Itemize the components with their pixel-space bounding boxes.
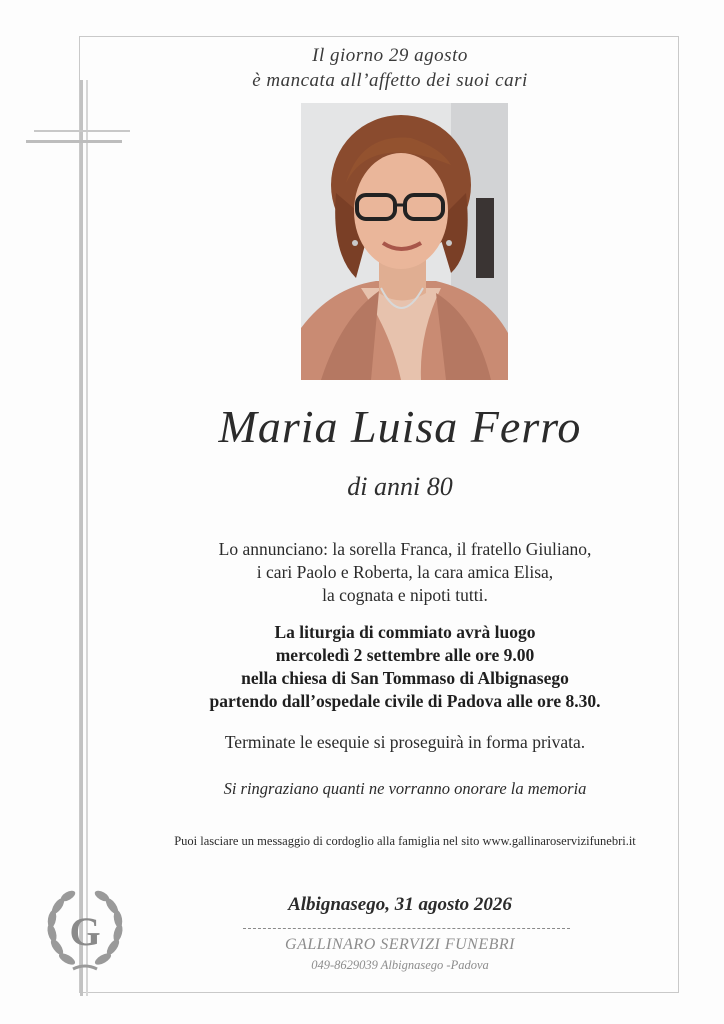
laurel-logo-icon <box>43 887 127 975</box>
deceased-name: Maria Luisa Ferro <box>218 401 582 452</box>
announcement-line: Lo annunciano: la sorella Franca, il fratello Giuliano, <box>218 539 592 559</box>
liturgy-line: La liturgia di commiato avrà luogo <box>274 622 536 642</box>
announcement-block <box>130 538 680 607</box>
liturgy-line: partendo dall’ospedale civile di Padova alle ore 8.30. <box>209 691 601 711</box>
announcement-line: la cognata e nipoti tutti. <box>322 585 488 605</box>
company-contacts: 049-8629039 Albignasego -Padova <box>311 958 489 972</box>
dashed-divider <box>243 928 570 929</box>
logo-letter: G <box>69 909 101 954</box>
announcement-line: i cari Paolo e Roberta, la cara amica Elisa, <box>256 562 554 582</box>
liturgy-block <box>130 621 680 713</box>
header-line-2: è mancata all’affetto dei suoi cari <box>252 70 528 91</box>
thanks-note: Si ringraziano quanti ne vorranno onorare la memoria <box>223 779 587 798</box>
liturgy-line: mercoledì 2 settembre alle ore 9.00 <box>275 645 535 665</box>
private-note: Terminate le esequie si proseguirà in forma privata. <box>224 732 586 752</box>
deceased-age: di anni 80 <box>347 472 453 501</box>
portrait-photo <box>301 103 508 380</box>
place-date: Albignasego, 31 agosto 2026 <box>288 894 512 915</box>
company-name: GALLINARO SERVIZI FUNEBRI <box>285 936 515 953</box>
header-text <box>190 43 590 93</box>
header-line-1: Il giorno 29 agosto <box>312 45 468 66</box>
condolence-message: Puoi lasciare un messaggio di cordoglio alla famiglia nel sito www.gallinaroservizifunebri.it <box>174 834 636 848</box>
liturgy-line: nella chiesa di San Tommaso di Albignasego <box>241 668 569 688</box>
